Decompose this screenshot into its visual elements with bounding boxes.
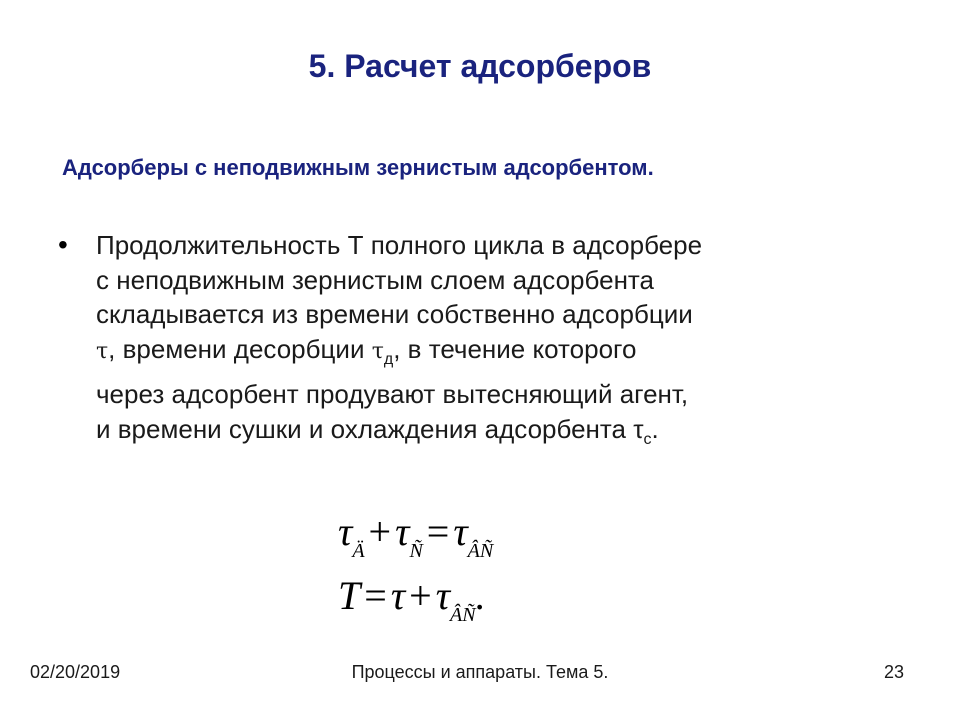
bullet-line-6b: . [651, 413, 659, 444]
f1-sub3: ÂÑ [467, 540, 494, 562]
f1-sub2: Ñ [409, 540, 423, 562]
bullet-line-3: складывается из времени собственно адсорбции [96, 299, 693, 329]
bullet-item [58, 228, 858, 457]
f2-plus: + [409, 573, 432, 618]
formula-2 [338, 572, 486, 627]
footer-title: Процессы и аппараты. Тема 5. [351, 662, 609, 682]
footer-date: 02/20/2019 [30, 662, 121, 682]
f1-tau2: τ [395, 509, 410, 554]
bullet-dot: • [58, 229, 68, 260]
bullet-line-2: с неподвижным зернистым слоем адсорбента [96, 264, 654, 295]
page-number: 23 [883, 662, 904, 682]
bullet-line-4b: , в течение которого [393, 333, 637, 364]
f1-tau1: τ [338, 509, 353, 554]
f1-sub1: Ä [352, 540, 365, 562]
tau-symbol: τ [96, 338, 109, 364]
f2-tau2: τ [435, 573, 451, 618]
bullet-line-6 [96, 412, 858, 458]
f1-eq: = [426, 509, 450, 554]
f1-plus: + [368, 509, 392, 554]
bullet-line-6a: и времени сушки и охлаждения адсорбента τ [96, 413, 644, 444]
bullet-line-4 [96, 332, 858, 378]
tau-c-subscript: с [643, 430, 652, 448]
f2-eq: = [364, 573, 387, 618]
slide-subtitle: Адсорберы с неподвижным зернистым адсорбентом. [62, 155, 654, 180]
f2-sub2: ÂÑ [450, 604, 476, 626]
f2-tau1: τ [390, 573, 406, 618]
bullet-line-4a: , времени десорбции [108, 333, 372, 364]
tau-d-subscript: д [383, 350, 394, 368]
bullet-line-5: через адсорбент продувают вытесняющий агент, [96, 379, 689, 409]
formula-1 [338, 508, 493, 563]
f1-tau3: τ [453, 509, 468, 554]
f2-T: T [338, 573, 361, 618]
bullet-line-1: Продолжительность Т полного цикла в адсорбере [96, 230, 703, 260]
tau-d-symbol: τ [371, 338, 384, 364]
slide-title: 5. Расчет адсорберов [308, 48, 652, 84]
bullet-text [96, 228, 858, 457]
f2-end: . [475, 573, 486, 618]
